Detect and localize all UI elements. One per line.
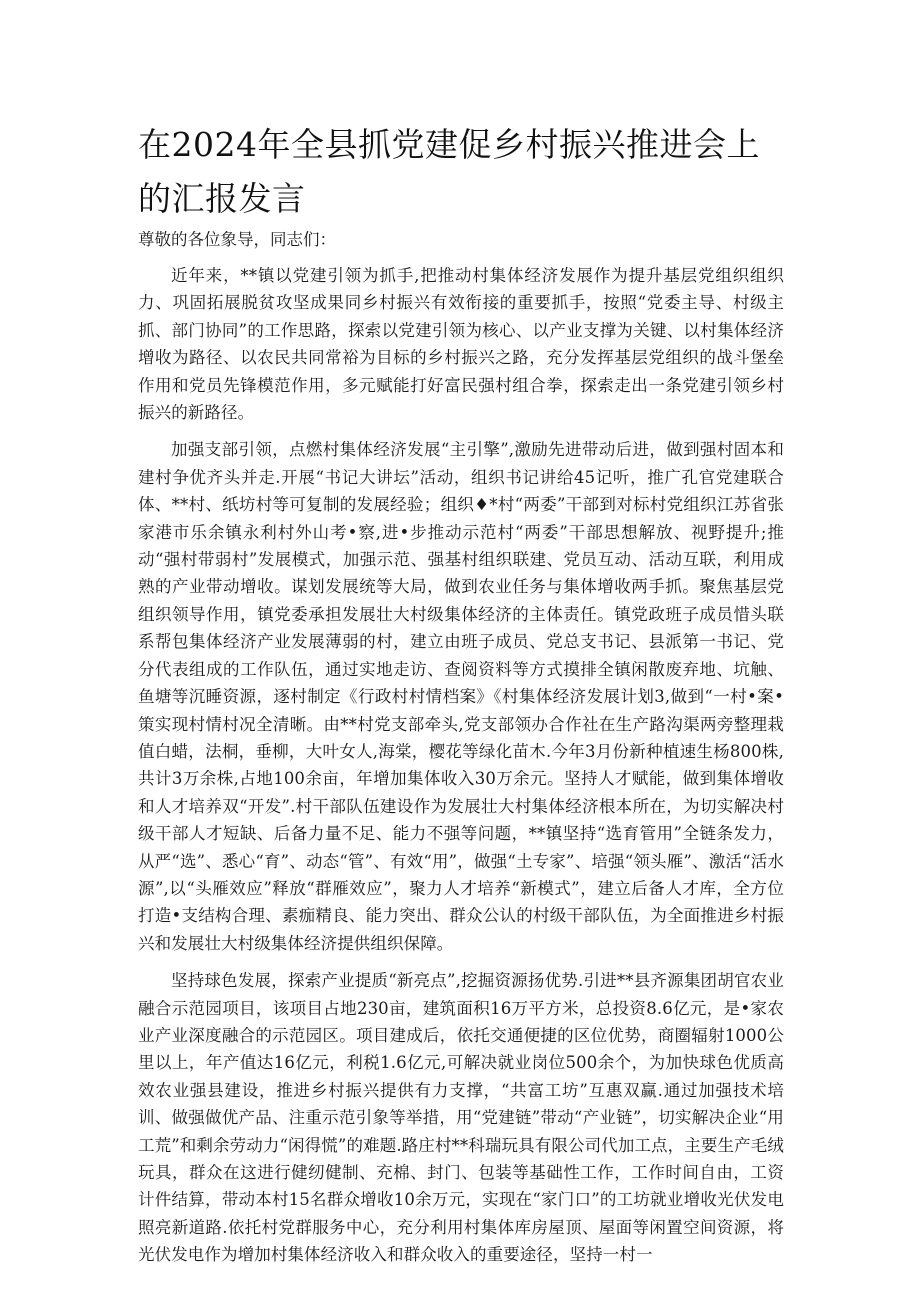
- paragraph-green-development: 坚持球色发展，探索产业提质“新亮点”,挖掘资源扬优势.引进**县齐源集团胡官农业融合示范园项目，该项目占地230亩，建筑面积16万平方米，总投资8.6亿元，是•家农业产业深度融合的示范园区。项目建成后，依托交通便捷的区位优势，商圈辐射1000公里以上，年产值达16亿元，利税1.6亿元,可解决就业岗位500余个，为加快球色优质高效农业强县建设，推进乡村振兴提供有力支撑，“共富工坊”互惠双赢.通过加强技术培训、做强做优产品、注重示范引象等举措，用“党建链”带动“产业链”，切实解决企业“用工荒”和剩余劳动力“闲得慌”的难题.路庄村**科瑞玩具有限公司代加工点，主要生产毛绒玩具，群众在这进行健纫健制、充棉、封门、包装等基础性工作，工作时间自由，工资计件结算，带动本村15名群众增收10余万元，实现在“家门口”的工坊就业增收光伏发电照亮新道路.依托村党群服务中心，充分利用村集体库房屋顶、屋面等闲置空间资源，将光伏发电作为增加村集体经济收入和群众收入的重要途径，坚持一村一: [138, 971, 784, 1265]
- document-body: [138, 262, 784, 1279]
- salutation: 尊敬的各位象导，同志们：: [138, 230, 336, 249]
- document-title: 在2024年全县抓党建促乡村振兴推进会上的汇报发言: [138, 125, 760, 218]
- paragraph-branch-leadership: 加强支部引领，点燃村集体经济发展“主引擎”,激励先进带动后进，做到强村固本和建村争优齐头并走.开展“书记大讲坛”活动，组织书记讲给45记听，推广孔官党建联合体、**村、纸坊村等可复制的发展经验；组织♦*村“两委”干部到对标村党组织江苏省张家港市乐余镇永利村外山考•察,进•步推动示范村“两委”干部思想解放、视野提升;推动“强村带弱村”发展模式，加强示范、强基村组织联建、党员互动、活动互联，利用成熟的产业带动增收。谋划发展统等大局，做到农业任务与集体增收两手抓。聚焦基层党组织领导作用，镇党委承担发展壮大村级集体经济的主体责任。镇党政班子成员惜头联系帮包集体经济产业发展薄弱的村，建立由班子成员、党总支书记、县派第一书记、党分代表组成的工作队伍，通过实地走访、查阅资料等方式摸排全镇闲散废弃地、坑触、鱼塘等沉睡资源，逐村制定《行政村村情档案》《村集体经济发展计划3,做到“一村•案•策实现村情村况全清晰。由**村党支部牵头,党支部领办合作社在生产路沟渠两旁整理栽值白蜡，法桐，垂柳，大叶女人,海棠，樱花等绿化苗木.今年3月份新种植速生杨800株,共计3万余株,占地100余亩，年增加集体收入30万余元。坚持人才赋能，做到集体增收和人才培养双“开发”.村干部队伍建设作为发展壮大村集体经济根本所在，为切实解决村级干部人才短缺、后备力量不足、能力不强等问题，**镇坚持“选育管用”全链条发力，从严“选”、悉心“育”、动态“管”、有效“用”，做强“土专家”、培强“领头雁”、激活“活水源”,以“头雁效应”释放“群雁效应”，聚力人才培养“新模式”，建立后备人才库，全方位打造•支结构合理、素痂精良、能力突出、群众公认的村级干部队伍，为全面推进乡村振兴和发展壮大村级集体经济提供组织保障。: [138, 440, 784, 953]
- paragraph-intro: 近年来，**镇以党建引领为抓手,把推动村集体经济发展作为提升基层党组织组织力、巩固拓展脱贫攻坚成果同乡村振兴有效衔接的重要抓手，按照“党委主导、村级主抓、部门协同”的工作思路，探索以党建引领为核心、以产业支撑为关键、以村集体经济增收为路径、以农民共同常裕为目标的乡村振兴之路，充分发挥基层党组织的战斗堡垒作用和党员先锋模范作用，多元赋能打好富民强村组合拳，探索走出一条党建引领乡村振兴的新路径。: [138, 266, 784, 423]
